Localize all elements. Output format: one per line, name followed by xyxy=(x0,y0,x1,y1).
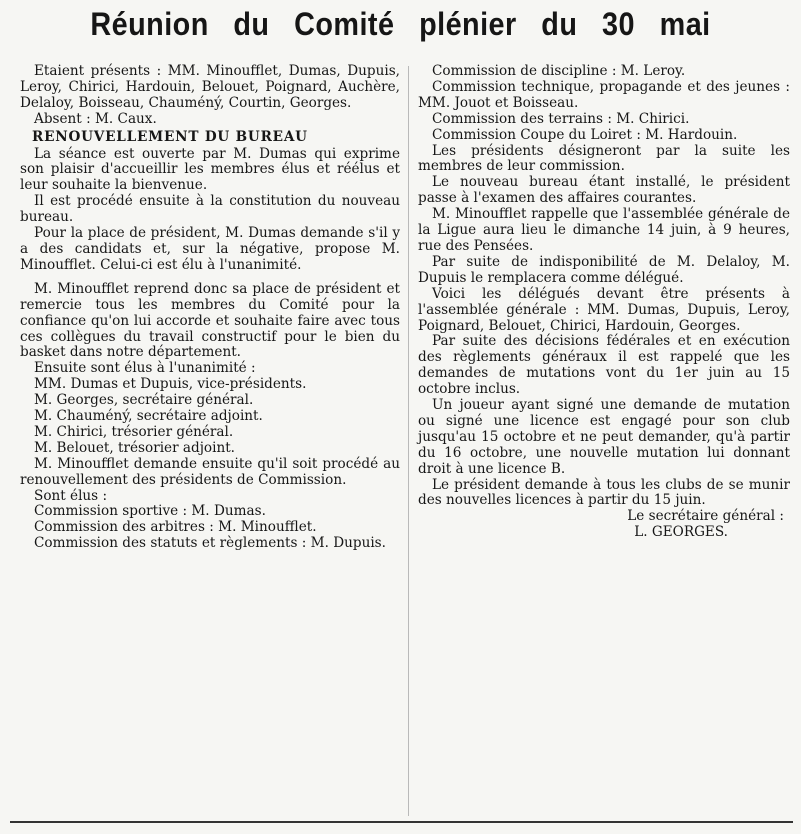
constitution-paragraph: Il est procédé ensuite à la constitution du nouveau bureau. xyxy=(20,193,400,226)
article-title: Réunion du Comité plénier du 30 mai xyxy=(90,6,711,42)
player-licence-paragraph: Un joueur ayant signé une demande de mutation ou signé une licence est engagé pour son club jusqu'au 15 octobre et ne peut demander, qu'à partir du 16 octobre, une nouvelle mutation lui donnant droit à une licence B. xyxy=(418,397,790,477)
column-divider xyxy=(408,66,409,816)
opening-paragraph: La séance est ouverte par M. Dumas qui exprime son plaisir d'accueillir les membres élus et réélus et leur souhaite la bienvenue. xyxy=(20,145,400,194)
attendees-paragraph: Etaient présents : MM. Minoufflet, Dumas, Dupuis, Leroy, Chirici, Hardouin, Belouet, Poignard, Auchère, Delaloy, Boisseau, Chauméný, Courtin, Georges. xyxy=(20,63,400,111)
secretary-general: M. Georges, secrétaire général. xyxy=(34,392,254,409)
delegate-replacement-paragraph: Par suite de indisponibilité de M. Delaloy, M. Dupuis le remplacera comme délégué. xyxy=(418,253,790,286)
assistant-secretary: M. Chauméný, secrétaire adjoint. xyxy=(34,408,263,425)
transfers-paragraph: Par suite des décisions fédérales et en exécution des règlements généraux il est rappelé que les demandes de mutations vont du 1er juin au 15 octobre inclus. xyxy=(418,333,790,398)
bottom-rule xyxy=(10,821,793,823)
absent-paragraph: Absent : M. Caux. xyxy=(34,110,157,127)
technical-commission: Commission technique, propagande et des jeunes : MM. Jouot et Boisseau. xyxy=(418,78,790,111)
referees-commission: Commission des arbitres : M. Minoufflet. xyxy=(34,519,317,536)
grounds-commission: Commission des terrains : M. Chirici. xyxy=(432,110,690,127)
commission-members-paragraph: Les présidents désigneront par la suite les membres de leur commission. xyxy=(418,142,790,175)
section-heading: RENOUVELLEMENT DU BUREAU xyxy=(32,128,308,145)
signature-name: L. GEORGES. xyxy=(634,524,728,541)
vice-presidents: MM. Dumas et Dupuis, vice-présidents. xyxy=(34,376,307,393)
left-column xyxy=(20,64,400,552)
signature-title: Le secrétaire général : xyxy=(627,508,784,525)
new-licences-paragraph: Le président demande à tous les clubs de se munir des nouvelles licences à partir du 15 juin. xyxy=(418,476,790,509)
delegates-paragraph: Voici les délégués devant être présents à l'assemblée générale : MM. Dumas, Dupuis, Leroy, Poignard, Belouet, Chirici, Hardouin, Georges. xyxy=(418,285,790,334)
general-assembly-paragraph: M. Minoufflet rappelle que l'assemblée générale de la Ligue aura lieu le dimanche 14 juin, à 9 heures, rue des Pensées. xyxy=(418,206,790,254)
right-column xyxy=(418,64,790,541)
statutes-commission: Commission des statuts et règlements : M. Dupuis. xyxy=(34,535,386,552)
discipline-commission: Commission de discipline : M. Leroy. xyxy=(432,63,686,79)
elected-intro: Ensuite sont élus à l'unanimité : xyxy=(34,360,256,377)
president-thanks-paragraph: M. Minoufflet reprend donc sa place de président et remercie tous les membres du Comité pour la confiance qu'on lui accorde et souhaite faire avec tous ces collègues du travail constructif pour le bien du basket dans notre département. xyxy=(20,280,400,361)
treasurer-general: M. Chirici, trésorier général. xyxy=(34,423,234,440)
commission-renewal-paragraph: M. Minoufflet demande ensuite qu'il soit procédé au renouvellement des présidents de Commission. xyxy=(20,455,400,488)
elected-label: Sont élus : xyxy=(34,487,108,504)
loiret-cup-commission: Commission Coupe du Loiret : M. Hardouin. xyxy=(432,126,738,143)
president-election-paragraph: Pour la place de président, M. Dumas demande s'il y a des candidats et, sur la négative, propose M. Minoufflet. Celui-ci est élu à l'unanimité. xyxy=(20,225,400,273)
assistant-treasurer: M. Belouet, trésorier adjoint. xyxy=(34,439,235,456)
sports-commission: Commission sportive : M. Dumas. xyxy=(34,503,266,520)
current-affairs-paragraph: Le nouveau bureau étant installé, le président passe à l'examen des affaires courantes. xyxy=(418,174,790,207)
